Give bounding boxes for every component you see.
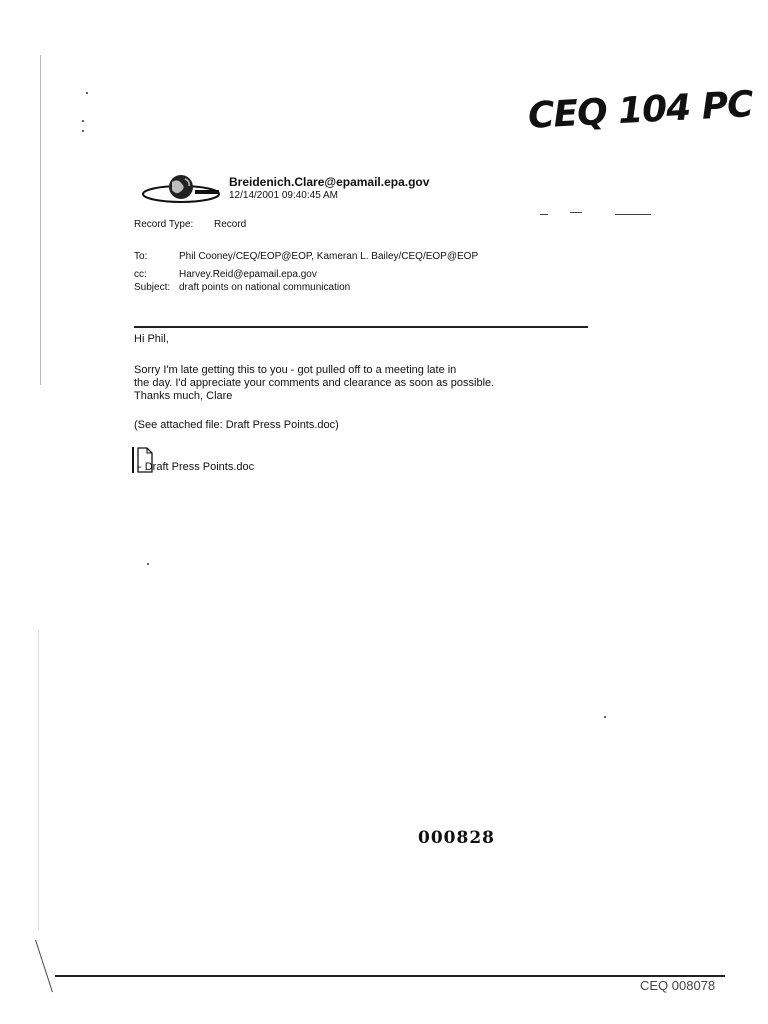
sender-address: Breidenich.Clare@epamail.epa.gov <box>229 175 430 189</box>
footer-divider <box>55 975 725 977</box>
scan-dash <box>615 214 651 215</box>
scan-speck <box>82 120 84 122</box>
attachment-link[interactable]: - Draft Press Points.doc <box>138 461 255 473</box>
to-label: To: <box>134 251 148 262</box>
body-line: Thanks much, Clare <box>134 390 233 402</box>
greeting: Hi Phil, <box>134 333 169 345</box>
attachment-note: (See attached file: Draft Press Points.doc) <box>134 419 339 431</box>
header-divider <box>134 326 588 328</box>
scan-speck <box>82 130 84 132</box>
cc-value: Harvey.Reid@epamail.epa.gov <box>179 269 317 280</box>
to-value: Phil Cooney/CEQ/EOP@EOP, Kameran L. Bailey/CEQ/EOP@EOP <box>179 251 479 262</box>
scan-edge-line <box>38 630 39 930</box>
body-line: Sorry I'm late getting this to you - got pulled off to a meeting late in <box>134 364 457 376</box>
scan-edge-line <box>40 55 41 385</box>
subject-label: Subject: <box>134 282 171 293</box>
scan-edge-line <box>35 940 53 993</box>
handwritten-code: CEQ 104 PC <box>527 84 754 137</box>
footer-code: CEQ 008078 <box>640 978 716 993</box>
record-type-value: Record <box>214 219 247 230</box>
sent-date: 12/14/2001 09:40:45 AM <box>229 190 338 201</box>
cc-label: cc: <box>134 269 147 280</box>
body-line: the day. I'd appreciate your comments and clearance as soon as possible. <box>134 377 495 389</box>
globe-logo-icon <box>141 170 223 208</box>
scan-speck <box>86 92 88 94</box>
record-type-label: Record Type: <box>134 219 194 230</box>
scan-dash <box>540 214 548 215</box>
scan-dash <box>570 212 582 213</box>
subject-value: draft points on national communication <box>179 282 351 293</box>
scan-speck <box>147 563 149 565</box>
scan-speck <box>604 716 606 718</box>
bates-number: 000828 <box>418 828 495 848</box>
